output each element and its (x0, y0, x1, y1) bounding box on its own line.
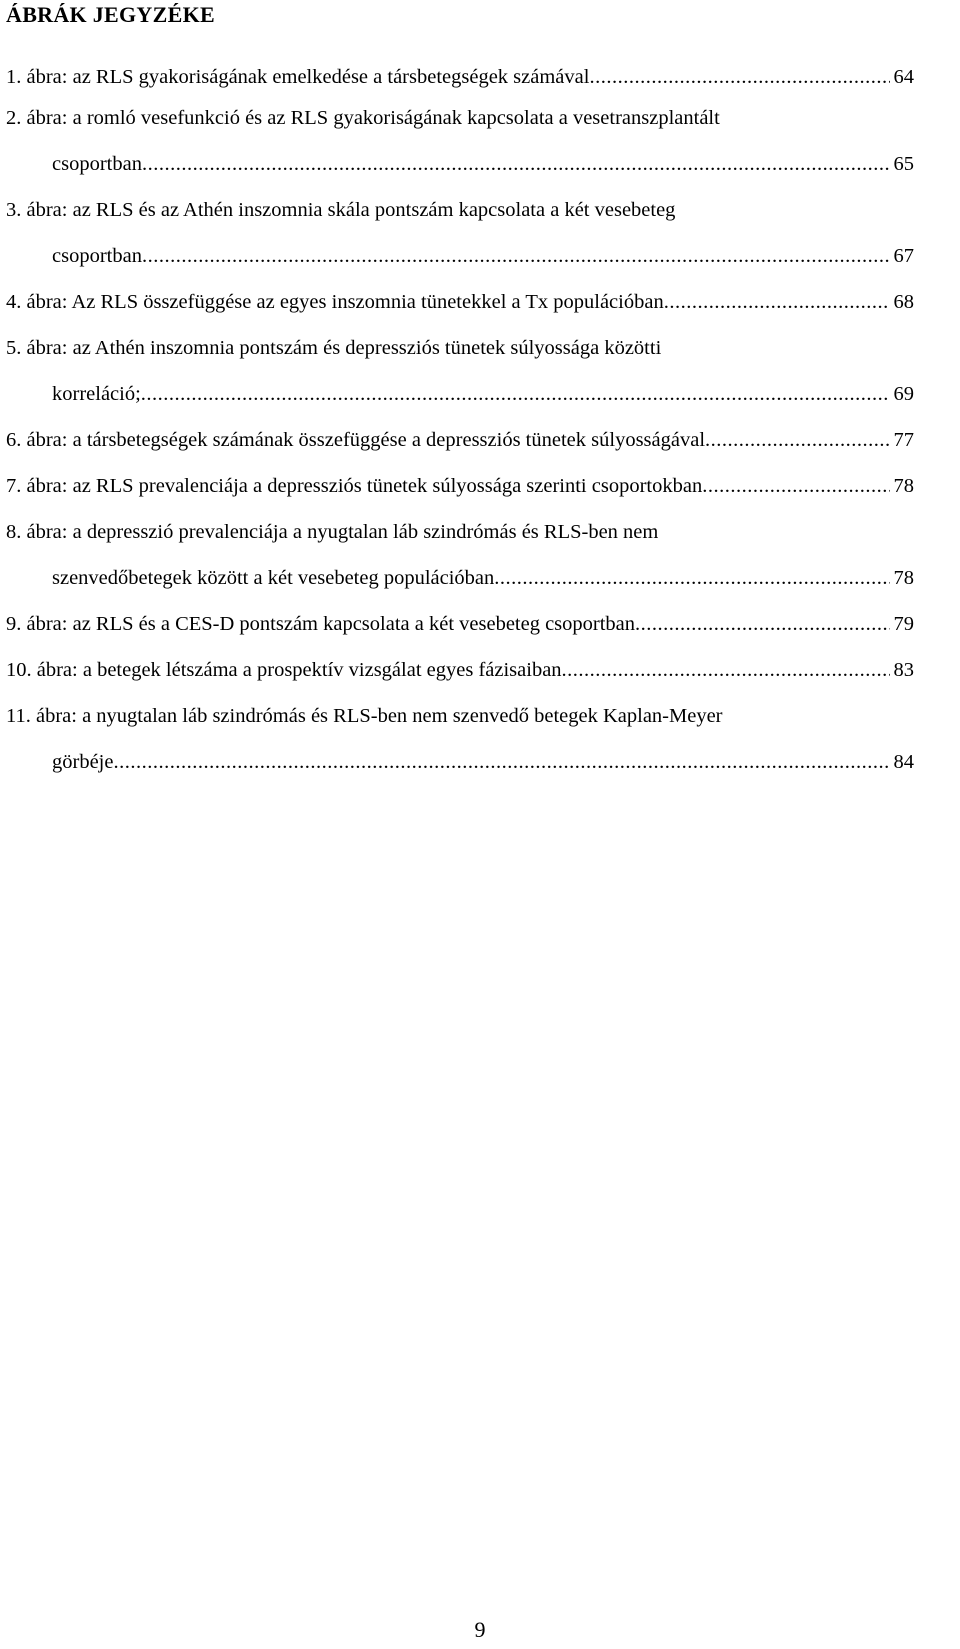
toc-entry-11-line-2[interactable] (0, 747, 960, 777)
toc-entry-label: 9. ábra: az RLS és a CES-D pontszám kapcsolata a két vesebeteg csoportban (6, 613, 636, 635)
dot-leader (494, 563, 889, 593)
toc-entry-9[interactable] (0, 609, 960, 639)
toc-page-number: 64 (893, 66, 914, 88)
toc-entry-4[interactable] (0, 287, 960, 317)
toc-page-number: 79 (893, 613, 914, 635)
toc-entry-label: 11. ábra: a nyugtalan láb szindrómás és RLS-ben nem szenvedő betegek Kaplan-Meyer (6, 705, 723, 727)
toc-entry-8-line-2[interactable] (0, 563, 960, 593)
toc-entry-6[interactable] (0, 425, 960, 455)
toc-entry-label: 6. ábra: a társbetegségek számának összefüggése a depressziós tünetek súlyosságával (6, 429, 706, 451)
dot-leader (141, 379, 890, 409)
dot-leader (635, 609, 889, 639)
dot-leader (705, 425, 889, 455)
toc-entry-label: 7. ábra: az RLS prevalenciája a depressziós tünetek súlyossága szerinti csoportokban (6, 475, 703, 497)
toc-entry-2-line-1[interactable] (0, 103, 960, 133)
toc-entry-label: 1. ábra: az RLS gyakoriságának emelkedése a társbetegségek számával (6, 66, 590, 88)
toc-entry-1[interactable] (0, 62, 960, 92)
dot-leader (142, 241, 890, 271)
toc-entry-label: 4. ábra: Az RLS összefüggése az egyes inszomnia tünetekkel a Tx populációban (6, 291, 664, 313)
toc-entry-label: szenvedőbetegek között a két vesebeteg populációban (52, 567, 495, 589)
toc-entry-2-line-2[interactable] (0, 149, 960, 179)
dot-leader (589, 62, 889, 92)
toc-entry-label: 2. ábra: a romló vesefunkció és az RLS gyakoriságának kapcsolata a vesetranszplantált (6, 107, 720, 129)
toc-entry-10[interactable] (0, 655, 960, 685)
toc-entry-3-line-2[interactable] (0, 241, 960, 271)
toc-entry-label: 10. ábra: a betegek létszáma a prospektív vizsgálat egyes fázisaiban (6, 659, 562, 681)
toc-entry-label: 3. ábra: az RLS és az Athén inszomnia skála pontszám kapcsolata a két vesebeteg (6, 199, 676, 221)
toc-page-number: 83 (893, 659, 914, 681)
toc-entry-11-line-1[interactable] (0, 701, 960, 731)
toc-entry-label: csoportban (52, 153, 142, 175)
toc-page-number: 77 (893, 429, 914, 451)
toc-entry-3-line-1[interactable] (0, 195, 960, 225)
toc-page-number: 84 (893, 751, 914, 773)
toc-entry-label: csoportban (52, 245, 142, 267)
toc-page-number: 78 (893, 567, 914, 589)
toc-entry-8-line-1[interactable] (0, 517, 960, 547)
toc-page-number: 68 (893, 291, 914, 313)
list-of-figures-heading: ÁBRÁK JEGYZÉKE (6, 2, 215, 27)
dot-leader (562, 655, 890, 685)
dot-leader (664, 287, 890, 317)
toc-entry-5-line-2[interactable] (0, 379, 960, 409)
toc-page-number: 69 (893, 383, 914, 405)
toc-entry-label: 5. ábra: az Athén inszomnia pontszám és depressziós tünetek súlyossága közötti (6, 337, 662, 359)
toc-entry-label: görbéje (52, 751, 114, 773)
toc-page-number: 65 (893, 153, 914, 175)
toc-entry-5-line-1[interactable] (0, 333, 960, 363)
toc-entry-label: korreláció; (52, 383, 141, 405)
toc-page-number: 67 (893, 245, 914, 267)
dot-leader (142, 149, 890, 179)
toc-entry-7[interactable] (0, 471, 960, 501)
toc-entry-label: 8. ábra: a depresszió prevalenciája a nyugtalan láb szindrómás és RLS-ben nem (6, 521, 659, 543)
dot-leader (702, 471, 889, 501)
toc-page-number: 78 (893, 475, 914, 497)
page-number: 9 (474, 1617, 486, 1642)
dot-leader (113, 747, 889, 777)
